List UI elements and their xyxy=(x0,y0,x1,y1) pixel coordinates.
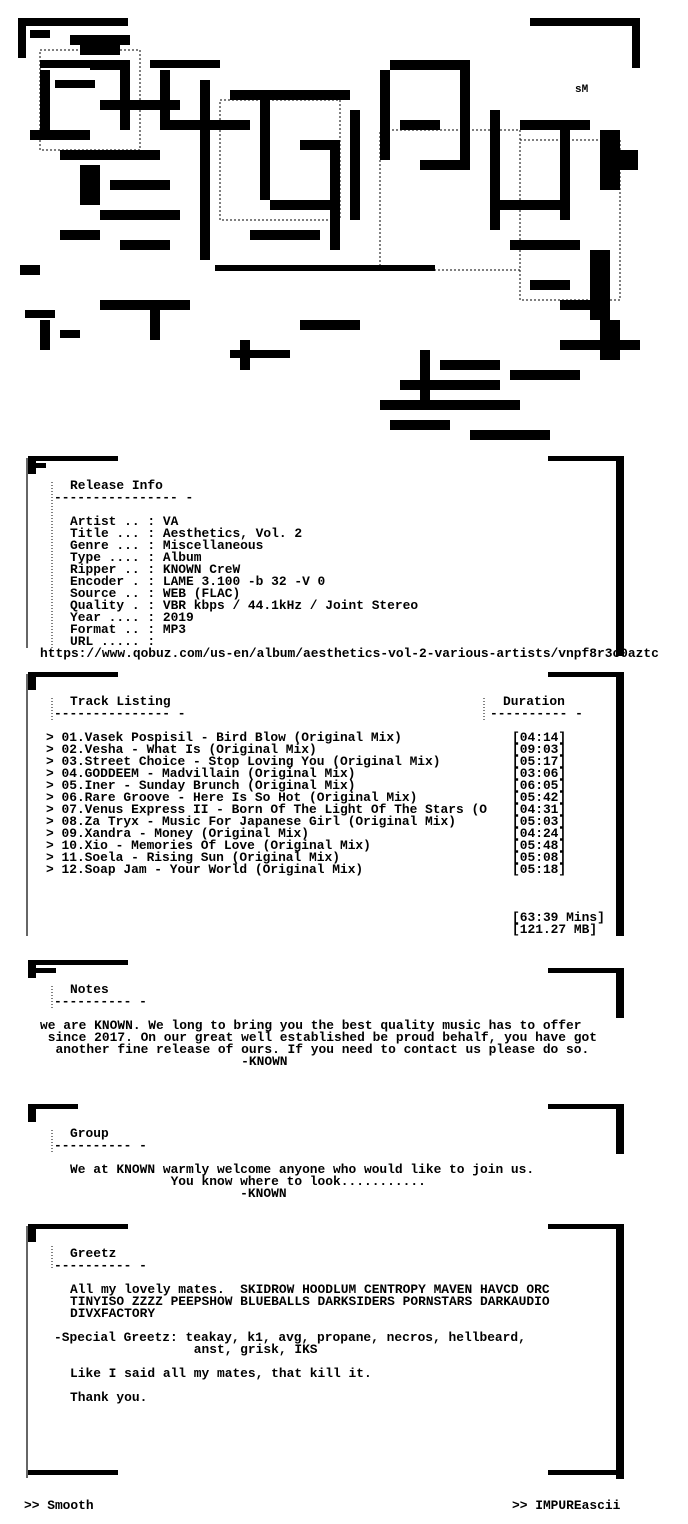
track-title: > 07.Venus Express II - Born Of The Light Of The Stars (O xyxy=(46,802,487,817)
track-title: > 02.Vesha - What Is (Original Mix) xyxy=(46,742,317,757)
track-title: > 12.Soap Jam - Your World (Original Mix) xyxy=(46,862,364,877)
track-listing-heading: Track Listing xyxy=(70,694,171,709)
track-title: > 06.Rare Groove - Here Is So Hot (Original Mix) xyxy=(46,790,418,805)
greetz-heading: Greetz xyxy=(70,1246,117,1261)
track-duration: [05:03] xyxy=(512,814,567,829)
track-duration: [04:31] xyxy=(512,802,567,817)
track-title: > 03.Street Choice - Stop Loving You (Original Mix) xyxy=(46,754,441,769)
notes-line: another fine release of ours. If you need to contact us please do so. xyxy=(40,1042,590,1057)
greetz-line: Like I said all my mates, that kill it. xyxy=(70,1366,372,1381)
group-underline: ---------- - xyxy=(54,1138,147,1153)
track-duration: [04:14] xyxy=(512,730,567,745)
release-info-heading: Release Info xyxy=(70,478,163,493)
track-duration: [05:48] xyxy=(512,838,567,853)
greetz-underline: ---------- - xyxy=(54,1258,147,1273)
greetz-line: Thank you. xyxy=(70,1390,148,1405)
total-time: [63:39 Mins] xyxy=(512,910,605,925)
track-title: > 05.Iner - Sunday Brunch (Original Mix) xyxy=(46,778,356,793)
notes-heading: Notes xyxy=(70,982,109,997)
group-line: We at KNOWN warmly welcome anyone who would like to join us. xyxy=(70,1162,535,1177)
track-title: > 04.GODDEEM - Madvillain (Original Mix) xyxy=(46,766,356,781)
track-title: > 09.Xandra - Money (Original Mix) xyxy=(46,826,310,841)
greetz-line: TINYISO ZZZZ PEEPSHOW BLUEBALLS DARKSIDERS PORNSTARS DARKAUDIO xyxy=(70,1294,550,1309)
track-duration: [05:08] xyxy=(512,850,567,865)
group-line: You know where to look........... xyxy=(70,1174,426,1189)
release-field-url: URL ..... : xyxy=(70,634,163,649)
notes-line: -KNOWN xyxy=(40,1054,288,1069)
total-size: [121.27 MB] xyxy=(512,922,598,937)
release-url[interactable]: https://www.qobuz.com/us-en/album/aesthetics-vol-2-various-artists/vnpf8r3c0aztc xyxy=(40,646,659,661)
release-field-ripper: Ripper .. : KNOWN CreW xyxy=(70,562,241,577)
footer-right: >> IMPUREascii xyxy=(512,1498,621,1513)
track-title: > 10.Xio - Memories Of Love (Original Mix) xyxy=(46,838,371,853)
duration-heading: Duration xyxy=(503,694,565,709)
notes-underline: ---------- - xyxy=(54,994,147,1009)
greetz-line: -Special Greetz: teakay, k1, avg, propane, necros, hellbeard, xyxy=(54,1330,526,1345)
release-field-source: Source .. : WEB (FLAC) xyxy=(70,586,241,601)
release-field-genre: Genre ... : Miscellaneous xyxy=(70,538,264,553)
track-duration: [03:06] xyxy=(512,766,567,781)
group-heading: Group xyxy=(70,1126,109,1141)
footer-left: >> Smooth xyxy=(24,1498,94,1513)
track-duration: [06:05] xyxy=(512,778,567,793)
release-field-title: Title ... : Aesthetics, Vol. 2 xyxy=(70,526,303,541)
release-field-artist: Artist .. : VA xyxy=(70,514,179,529)
track-listing-underline: --------------- - xyxy=(54,706,186,721)
track-duration: [05:42] xyxy=(512,790,567,805)
group-line: -KNOWN xyxy=(70,1186,287,1201)
duration-underline: ---------- - xyxy=(490,706,583,721)
track-title: > 08.Za Tryx - Music For Japanese Girl (Original Mix) xyxy=(46,814,456,829)
notes-line: since 2017. On our great well established be proud behalf, you have got xyxy=(40,1030,597,1045)
release-field-type: Type .... : Album xyxy=(70,550,202,565)
greetz-line: anst, grisk, IKS xyxy=(70,1342,318,1357)
release-field-quality: Quality . : VBR kbps / 44.1kHz / Joint Stereo xyxy=(70,598,419,613)
track-title: > 11.Soela - Rising Sun (Original Mix) xyxy=(46,850,340,865)
greetz-line: DIVXFACTORY xyxy=(70,1306,156,1321)
release-info-underline: ---------------- - xyxy=(54,490,194,505)
greetz-line: All my lovely mates. SKIDROW HOODLUM CENTROPY MAVEN HAVCD ORC xyxy=(70,1282,550,1297)
release-field-format: Format .. : MP3 xyxy=(70,622,187,637)
release-field-encoder: Encoder . : LAME 3.100 -b 32 -V 0 xyxy=(70,574,326,589)
track-duration: [05:18] xyxy=(512,862,567,877)
track-duration: [04:24] xyxy=(512,826,567,841)
track-duration: [09:03] xyxy=(512,742,567,757)
release-field-year: Year .... : 2019 xyxy=(70,610,194,625)
track-title: > 01.Vasek Pospisil - Bird Blow (Original Mix) xyxy=(46,730,402,745)
notes-line: we are KNOWN. We long to bring you the best quality music has to offer xyxy=(40,1018,582,1033)
track-duration: [05:17] xyxy=(512,754,567,769)
signature: sM xyxy=(575,84,589,96)
